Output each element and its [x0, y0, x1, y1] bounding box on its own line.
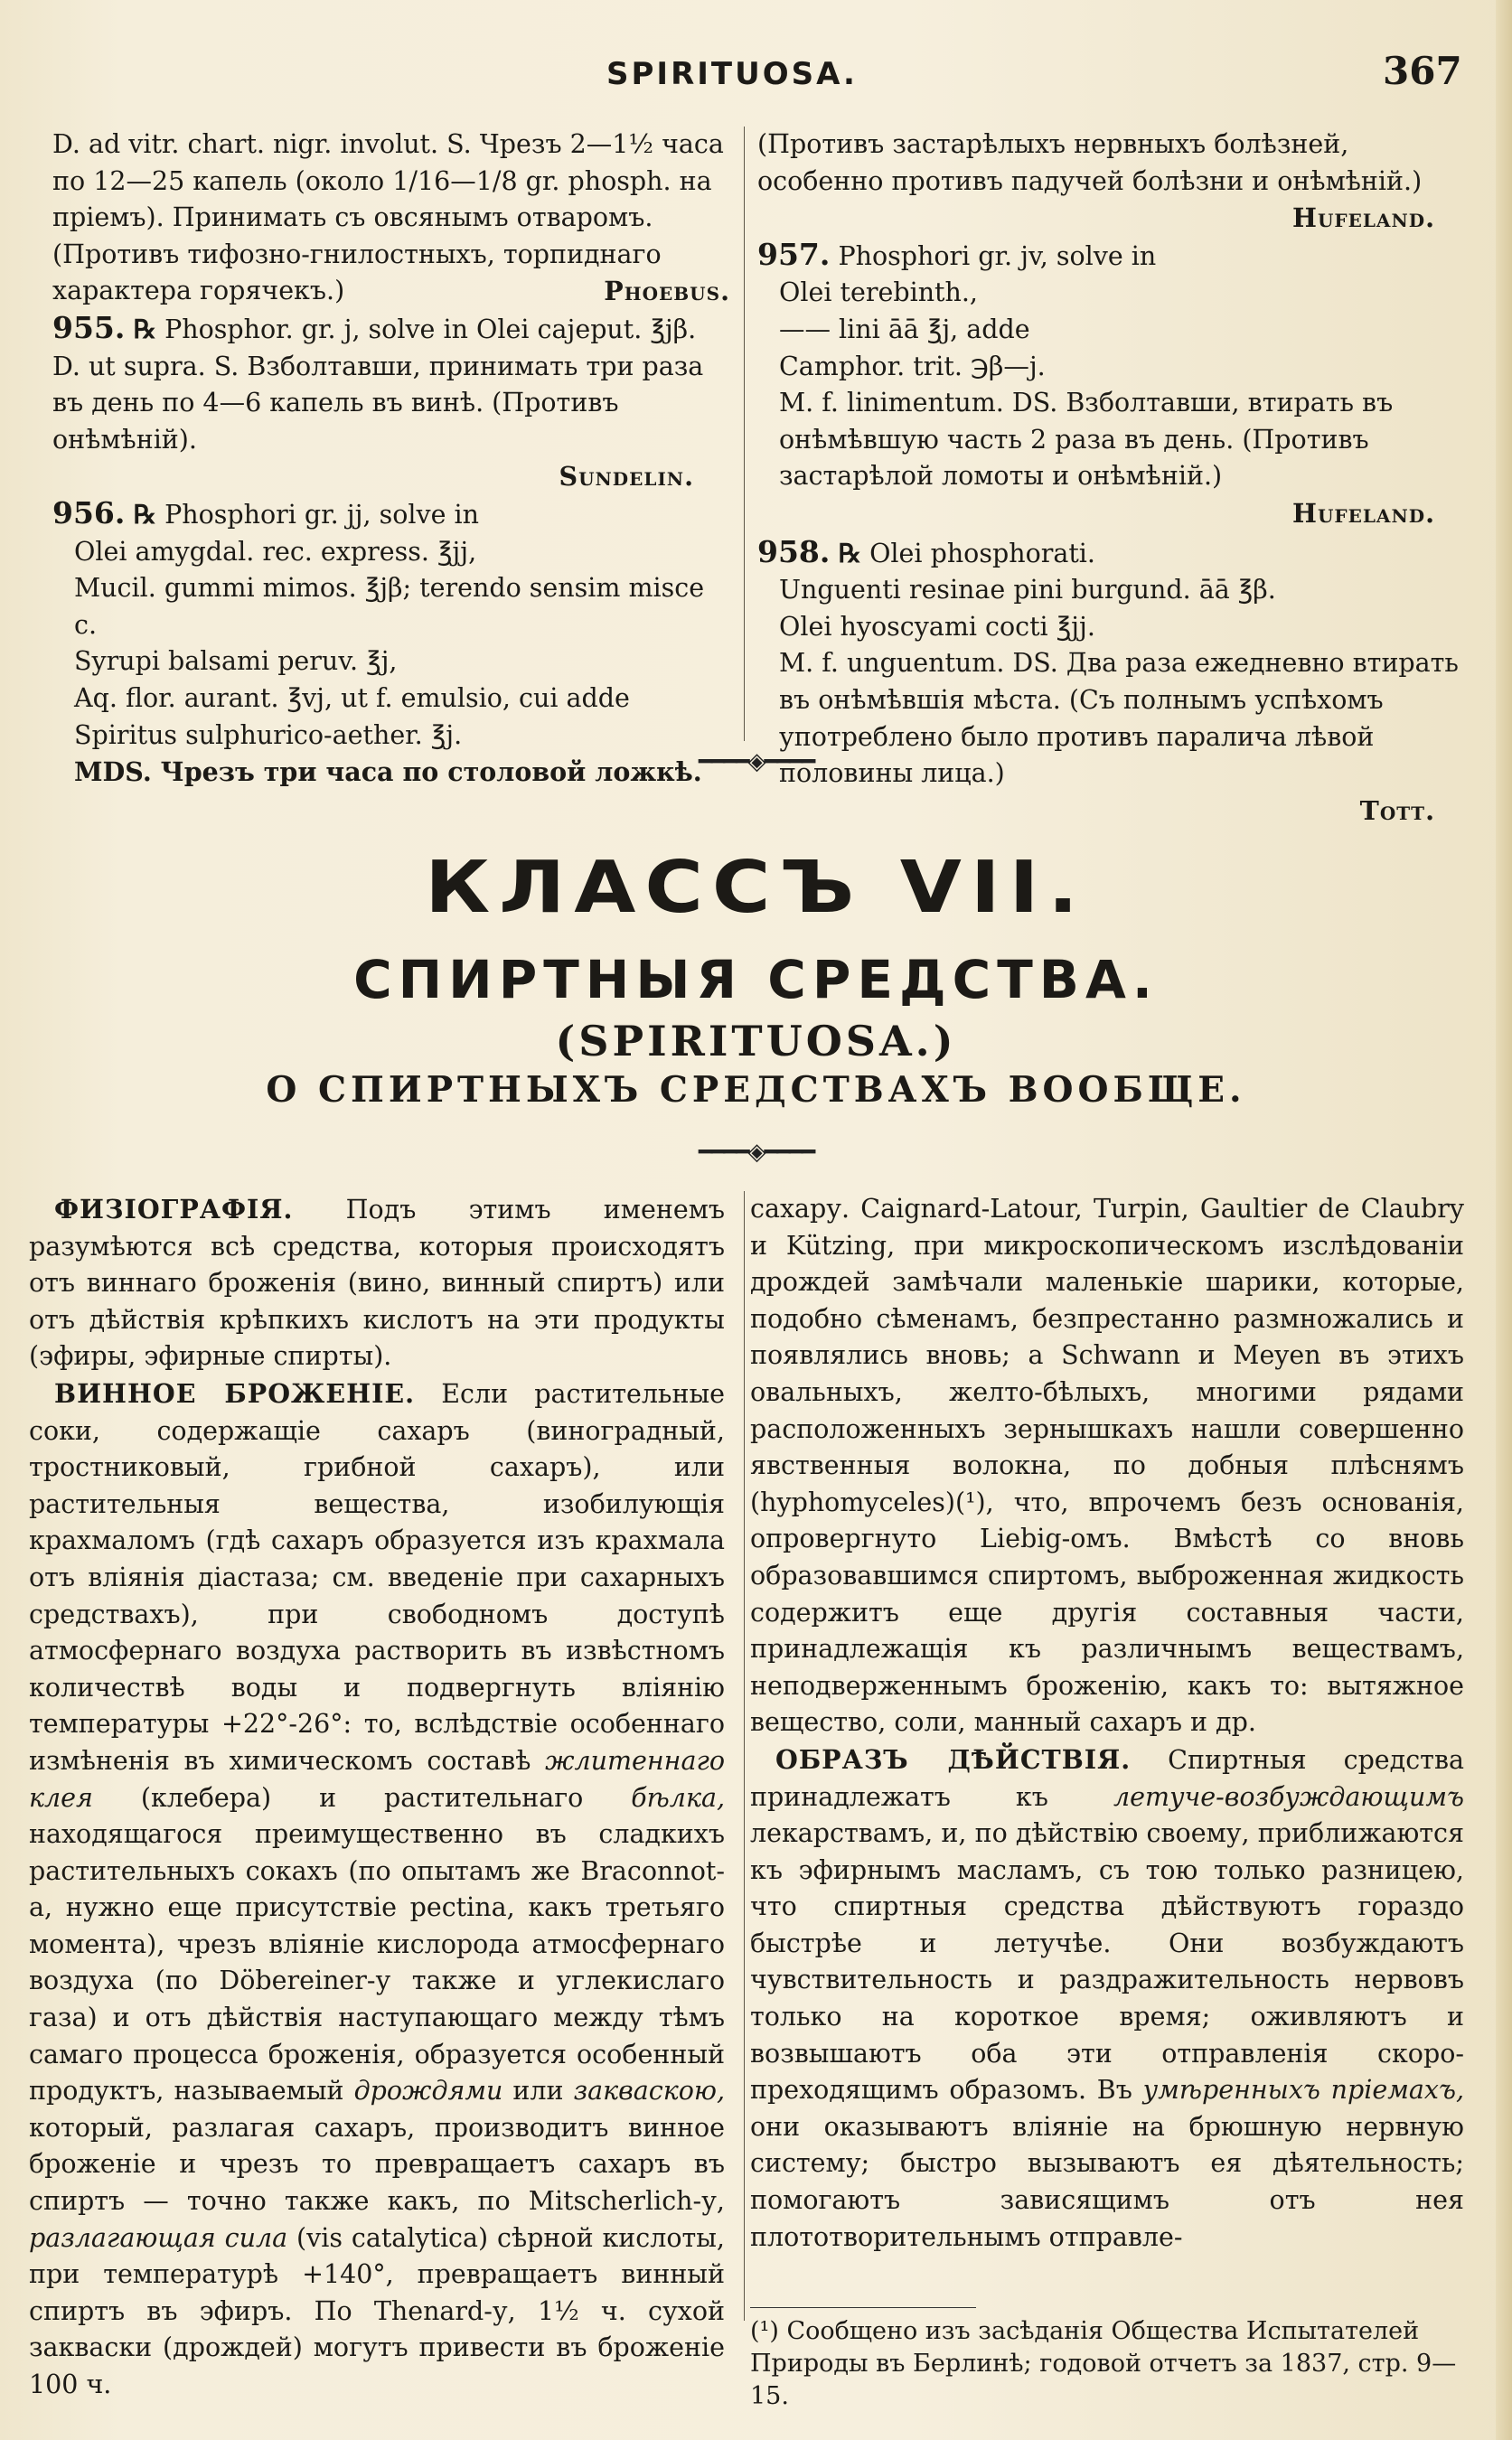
prescriptions-right — [757, 127, 1471, 831]
body-column-right — [750, 1191, 1464, 2256]
recipe-956 — [52, 495, 730, 791]
recipe-continuation — [52, 127, 730, 310]
recipe-line: Olei terebinth., — [779, 277, 978, 308]
paragraph-text: Спиртныя средства принадлежатъ къ — [750, 1744, 1464, 1812]
paragraph-heading: ОБРАЗЪ ДѢЙСТВІЯ. — [775, 1743, 1132, 1775]
recipe-number: 956. — [52, 494, 126, 530]
recipe-line: Aq. flor. aurant. ℥vj, ut f. emulsio, cui adde — [74, 682, 630, 713]
recipe-text: (Противъ застарѣлыхъ нервныхъ болѣзней, особенно противъ падучей болѣзни и онѣмѣній.) — [757, 129, 1423, 196]
prescriptions-left — [52, 127, 730, 793]
recipe-text: D. ad vitr. chart. nigr. involut. S. Чрезъ 2—1½ часа по 12—25 капель (около 1/16—1/8 gr. phosph. на пріемъ). Принимать съ овсянымъ отваромъ. (Противъ тифозно-гнилостныхъ, торпиднаго характера горячекъ.) — [52, 129, 724, 306]
emphasis-text: дрождями — [353, 2076, 503, 2107]
paragraph-text: лекарствамъ, и, по дѣйствію своему, приближаются къ эфирнымъ масламъ, съ тою только разницею, что спиртныя средства дѣйствуютъ гораздо быстрѣе и летучѣе. Они возбуждаютъ чувствительность и раздражительность нервовъ только на короткое время; оживляютъ и возвышаютъ оба эти отправленія скоро-преходящимъ образомъ. Въ — [750, 1818, 1464, 2106]
paragraph-text: Подъ этимъ именемъ разумѣются всѣ средства, которыя происходятъ отъ виннаго броженія (вино, винный спиртъ) или отъ дѣйствія крѣпкихъ кислотъ на эти продукты (эфиры, эфирные спирты). — [29, 1195, 725, 1372]
page-number: 367 — [1383, 49, 1462, 93]
emphasis-text: разлагающая сила — [29, 2222, 288, 2253]
rx-symbol: ℞ — [133, 498, 156, 530]
footnote — [750, 2315, 1464, 2413]
paragraph-text: находящагося преимущественно въ сладкихъ растительныхъ сокахъ (по опытамъ же Braconnot-a, нужно еще присутствіе pectina, какъ третьяго момента), чрезъ вліяніе кислорода атмосфернаго воздуха (по Döbereiner-у также и углекислаго газа) и отъ дѣйствія наступающаго между тѣмъ самаго процесса броженія, образуется особенный продуктъ, называемый — [29, 1819, 725, 2107]
recipe-line: Camphor. trit. ℈β—j. — [779, 351, 1046, 381]
section-subtitle: О СПИРТНЫХЪ СРЕДСТВАХЪ ВООБЩЕ. — [266, 1069, 1246, 1111]
emphasis-text: жлитеннаго клея — [29, 1745, 726, 1813]
paragraph-text: (vis catalytica) сѣрной кислоты, при температурѣ +140°, превращаетъ винный спиртъ въ эфиръ. По Thenard-у, 1½ ч. сухой закваски (дрождей) могутъ привести въ броженіе 100 ч. — [29, 2222, 725, 2399]
recipe-number: 958. — [757, 533, 831, 569]
paragraph-text: сахару. Caignard-Latour, Turpin, Gaultier de Claubry и Kützing, при микроскопическомъ изслѣдованіи дрождей замѣчали маленькіе шарики, которые, подобно сѣменамъ, безпрестанно размножались и появлялись вновь; а Schwann и Meyen въ этихъ овальныхъ, желто-бѣлыхъ, многими рядами расположенныхъ зернышкахъ нашли совершенно явственныя волокна, по добныя плѣснямъ (hyphomyceles)(¹), что, впрочемъ безъ основанія, опровергнуто Liebig-омъ. Вмѣстѣ со вновь образовавшимся спиртомъ, выброженная жидкость содержитъ еще другія составныя части, принадлежащія къ различнымъ веществамъ, неподверженнымъ броженію, какъ то: вытяжное вещество, соли, манный сахаръ и др. — [750, 1194, 1464, 1738]
recipe-line: —— lini āā ℥j, adde — [779, 314, 1030, 344]
recipe-number: 957. — [757, 236, 831, 272]
paragraph-fermentation — [29, 1375, 725, 2404]
paragraph-physiography — [29, 1191, 725, 1375]
recipe-author: Sundelin. — [559, 461, 694, 493]
paragraph-text: они оказываютъ вліяніе на брюшную нервную систему; быстро вызываютъ ея дѣятельность; помогаютъ зависящимъ отъ нея плототворительнымъ отправле- — [750, 2111, 1464, 2252]
footnote-text: (¹) Сообщено изъ засѣданія Общества Испытателей Природы въ Берлинѣ; годовой отчетъ за 1837, стр. 9—15. — [750, 2317, 1457, 2410]
recipe-line: MDS. Чрезъ три часа по столовой ложкѣ. — [74, 756, 702, 788]
recipe-line: Unguenti resinae pini burgund. āā ℥β. — [779, 575, 1276, 605]
page-edge — [1496, 0, 1512, 2440]
recipe-line: Mucil. gummi mimos. ℥jβ; terendo sensim misce c. — [74, 573, 705, 640]
paragraph-text: Если растительные соки, содержащіе сахаръ (виноградный, тростниковый, грибной сахаръ), или растительныя вещества, изобилующія крахмаломъ (гдѣ сахаръ образуется изъ крахмала отъ вліянія діастаза; см. введеніе при сахарныхъ средствахъ), при свободномъ доступѣ атмосфернаго воздуха растворить въ извѣстномъ количествѣ воды и подвергнуть вліянію температуры +22°-26°: то, вслѣдствіе особеннаго измѣненія въ химическомъ составѣ — [29, 1378, 725, 1776]
footnote-rule — [750, 2307, 976, 2308]
recipe-author: Hufeland. — [1292, 497, 1435, 529]
recipe-line: Olei phosphorati. — [869, 538, 1095, 568]
recipe-line: Phosphori gr. jv, solve in — [838, 240, 1157, 271]
paragraph-continuation — [750, 1191, 1464, 1741]
paragraph-text: (клебера) и растительнаго — [140, 1782, 584, 1813]
column-divider-top — [744, 127, 745, 741]
paragraph-heading: ФИЗІОГРАФІЯ. — [54, 1194, 294, 1225]
emphasis-text: летуче-возбуждающимъ — [1113, 1781, 1465, 1812]
section-latin: (SPIRITUOSA.) — [555, 1017, 957, 1065]
recipe-line: M. f. linimentum. DS. Взболтавши, втирать въ онѣмѣвшую часть 2 раза въ день. (Противъ застарѣлой ломоты и онѣмѣній.) — [779, 388, 1394, 492]
paragraph-text: или — [512, 2076, 564, 2107]
recipe-957 — [757, 237, 1471, 532]
ornament-rule-middle: ━━━━◈━━━━ — [698, 1139, 814, 1166]
ornament-rule-top: ━━━━◈━━━━ — [698, 748, 814, 775]
rx-symbol: ℞ — [133, 313, 156, 344]
paragraph-action — [750, 1741, 1464, 2256]
recipe-line: Olei hyoscyami cocti ℥jj. — [779, 611, 1095, 642]
recipe-author: Тотт. — [1359, 794, 1435, 826]
recipe-line: M. f. unguentum. DS. Два раза ежедневно втирать въ онѣмѣвшія мѣста. (Съ полнымъ успѣхомъ употреблено было противъ паралича лѣвой половины лица.) — [779, 648, 1459, 789]
recipe-author: Phoebus. — [604, 276, 730, 307]
recipe-text: Phosphor. gr. j, solve in Olei cajeput. ℥jβ. D. ut supra. S. Взболтавши, принимать три раза въ день по 4—6 капель въ винѣ. (Противъ онѣмѣній). — [52, 314, 704, 455]
recipe-958 — [757, 534, 1471, 830]
running-head — [0, 49, 1512, 99]
recipe-author: Hufeland. — [1292, 202, 1435, 234]
paragraph-heading: ВИННОЕ БРОЖЕНІЕ. — [54, 1377, 416, 1409]
emphasis-text: закваскою, — [573, 2076, 726, 2107]
paragraph-text: который, разлагая сахаръ, производитъ винное броженіе и чрезъ то превращаетъ сахаръ въ спиртъ — точно также какъ, по Mitscherlich-у, — [29, 2112, 725, 2217]
body-column-left — [29, 1191, 725, 2404]
recipe-number: 955. — [52, 309, 126, 345]
emphasis-text: умѣренныхъ пріемахъ, — [1142, 2075, 1465, 2106]
column-divider-body — [744, 1191, 745, 2321]
running-title: SPIRITUOSA. — [606, 56, 858, 92]
recipe-continuation — [757, 127, 1471, 237]
recipe-line: Syrupi balsami peruv. ℥j, — [74, 646, 398, 677]
recipe-line: Spiritus sulphurico-aether. ℥j. — [74, 719, 463, 750]
recipe-955 — [52, 310, 730, 495]
recipe-line: Phosphori gr. jj, solve in — [164, 499, 479, 530]
section-title: СПИРТНЫЯ СРЕДСТВА. — [353, 949, 1159, 1010]
rx-symbol: ℞ — [838, 537, 861, 568]
emphasis-text: бѣлка, — [631, 1782, 726, 1813]
class-heading: КЛАССЪ VII. — [425, 845, 1087, 929]
recipe-line: Olei amygdal. rec. express. ℥jj, — [74, 536, 477, 567]
